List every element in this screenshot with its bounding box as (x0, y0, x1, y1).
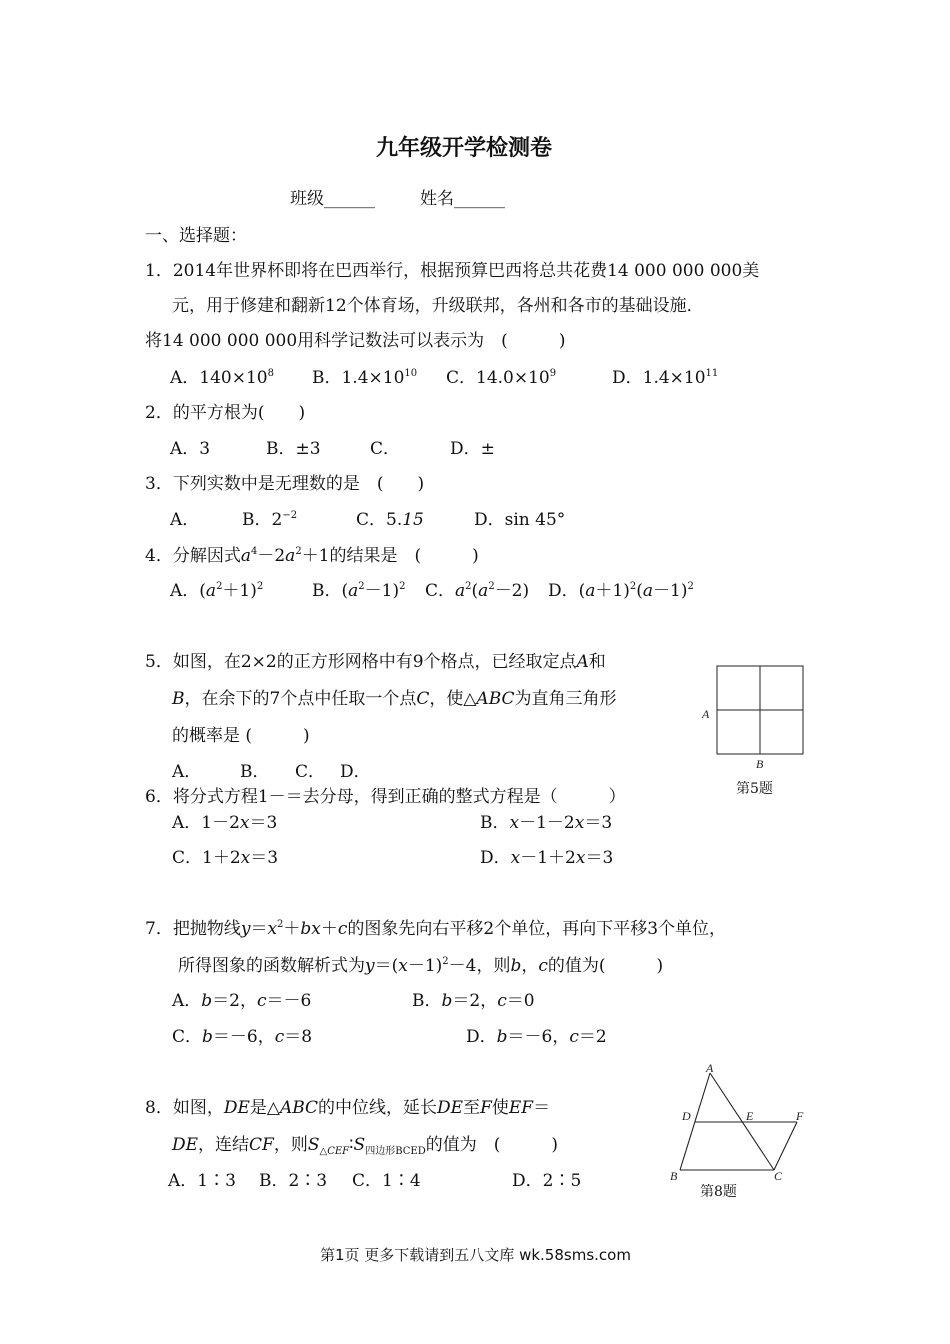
q1-option-b: B．$1.4\times 10^{10}$ (312, 368, 418, 388)
class-field: 班级______ (290, 189, 375, 209)
q2-option-c: C． (370, 439, 401, 459)
q5-option-c: C． (295, 762, 326, 782)
fig8-label-d: D (682, 1109, 691, 1123)
q3-option-a: A． (170, 510, 200, 530)
page-footer: 第1页 更多下载请到五八文库 wk.58sms.com (320, 1246, 631, 1264)
q5-caption: 第5题 (736, 781, 773, 797)
q7-option-b: B．b＝2，c＝0 (412, 991, 535, 1011)
q5-grid-figure (700, 660, 810, 775)
q1-option-a: A．$140\times 10^8$ (170, 368, 274, 388)
q6-option-d: D．x－1＋2x＝3 (480, 848, 614, 868)
fig5-label-a: A (702, 707, 710, 721)
q5-option-a: A． (172, 762, 202, 782)
fig8-label-c: C (774, 1169, 783, 1183)
q8-line2: DE，连结CF，则$S_{\triangle CEF}∶S_{四边形BCED}$的值为 ( ) (172, 1135, 558, 1157)
q2-option-b: B．±3 (266, 439, 321, 459)
q6-option-a: A．1－2x＝3 (172, 813, 278, 833)
q7-line1: 7．把抛物线$y=x^2+bx+c$的图象先向右平移2个单位，再向下平移3个单位， (145, 919, 727, 939)
q6-option-b: B．x－1－2x＝3 (480, 813, 613, 833)
q5-line2: B，在余下的7个点中任取一个点C，使△ABC为直角三角形 (172, 689, 617, 709)
fig8-label-b: B (670, 1169, 678, 1183)
q7-option-d: D．b＝－6，c＝2 (466, 1027, 607, 1047)
name-field: 姓名______ (420, 189, 505, 209)
q5-line1: 5．如图，在2×2的正方形网格中有9个格点，已经取定点A和 (145, 652, 606, 672)
section-heading: 一、选择题： (145, 226, 247, 246)
fig8-label-f: F (796, 1109, 804, 1123)
q1-line3: 将14 000 000 000用科学记数法可以表示为 ( ) (145, 331, 566, 351)
q5-line3: 的概率是 ( ) (172, 726, 310, 746)
fig5-label-b: B (756, 757, 764, 771)
q3-stem: 3．下列实数中是无理数的是 ( ) (145, 474, 425, 494)
q7-line2: 所得图象的函数解析式为$y=(x-1)^2-4$，则b，c的值为( ) (178, 956, 664, 976)
q8-option-d: D．2∶5 (512, 1171, 582, 1191)
q5-option-b: B． (240, 762, 270, 782)
fig8-label-a: A (706, 1061, 714, 1075)
q8-triangle-figure (662, 1060, 812, 1185)
q6-stem: 6．将分式方程1－＝去分母，得到正确的整式方程是（ ） (145, 787, 626, 807)
q8-option-b: B．2∶3 (259, 1171, 328, 1191)
q4-stem: 4．分解因式$a^4-2a^2+1$的结果是 ( ) (145, 546, 479, 566)
q3-option-d: D．sin 45° (474, 510, 566, 530)
q8-option-c: C．1∶4 (352, 1171, 421, 1191)
q8-option-a: A．1∶3 (168, 1171, 236, 1191)
fig8-label-e: E (746, 1109, 754, 1123)
q1-line2: 元，用于修建和翻新12个体育场，升级联邦，各州和各市的基础设施． (172, 296, 704, 316)
q1-line1: 1．2014年世界杯即将在巴西举行，根据预算巴西将总共花费14 000 000 000美 (145, 261, 760, 281)
q4-option-a: A．$(a^2+1)^2$ (170, 581, 264, 601)
q4-option-c: C．$a^2(a^2-2)$ (425, 581, 530, 601)
q8-caption: 第8题 (700, 1184, 737, 1200)
q1-option-c: C．$14.0\times 10^9$ (446, 368, 557, 388)
q4-option-d: D．$(a+1)^2(a-1)^2$ (548, 581, 694, 601)
q5-option-d: D． (340, 762, 371, 782)
q8-line1: 8．如图，DE是△ABC的中位线，延长DE至F使EF＝ (145, 1098, 551, 1118)
q3-option-b: B．$2^{-2}$ (242, 510, 298, 530)
q7-option-a: A．b＝2，c＝－6 (172, 991, 312, 1011)
q7-option-c: C．b＝－6，c＝8 (172, 1027, 313, 1047)
segment-cf (774, 1122, 797, 1170)
q2-stem: 2．的平方根为( ) (145, 403, 306, 423)
q1-option-d: D．$1.4\times 10^{11}$ (612, 368, 719, 388)
q6-option-c: C．1＋2x＝3 (172, 848, 279, 868)
page-title: 九年级开学检测卷 (376, 136, 553, 161)
q2-option-d: D．± (450, 439, 495, 459)
q2-option-a: A．3 (170, 439, 211, 459)
q4-option-b: B．$(a^2-1)^2$ (312, 581, 406, 601)
q3-option-c: C．5.15 (356, 510, 424, 530)
